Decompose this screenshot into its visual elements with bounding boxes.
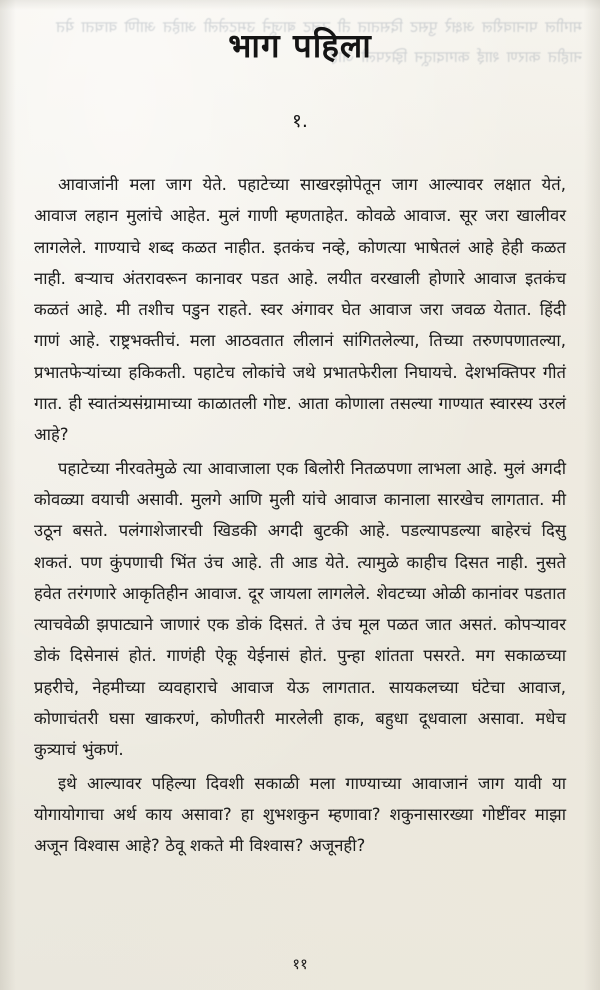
- section-number: १.: [292, 110, 308, 132]
- bleed-through-text: मागील पानावरील अक्षरे पुसट दिसतात ती उलट बाजूने उमटलेली आहेत आणि वाचता येत नाहीत कारण शाई कागदातून झिरपली आहे: [48, 18, 582, 66]
- paragraph: पहाटेच्या नीरवतेमुळे त्या आवाजाला एक बिलोरी नितळपणा लाभला आहे. मुलं अगदी कोवळ्या वयाची असावी. मुलगे आणि मुली यांचे आवाज कानाला सारखेच लागतात. मी उठून बसते. पलंगाशेजारची खिडकी अगदी बुटकी आहे. पडल्यापडल्या बाहेरचं दिसु शकतं. पण कुंपणाची भिंत उंच आहे. ती आड येते. त्यामुळे काहीच दिसत नाही. नुसते हवेत तरंगणारे आकृतिहीन आवाज. दूर जायला लागलेले. शेवटच्या ओळी कानांवर पडतात त्याचवेळी झपाट्याने जाणारं एक डोकं दिसतं. ते उंच मूल पळत जात असतं. कोपऱ्यावर डोकं दिसेनासं होतं. गाणंही ऐकू येईनासं होतं. पुन्हा शांतता पसरते. मग सकाळच्या प्रहरीचे, नेहमीच्या व्यवहाराचे आवाज येऊ लागतात. सायकलच्या घंटेचा आवाज, कोणाचंतरी घसा खाकरणं, कोणीतरी मारलेली हाक, बहुधा दूधवाला असावा. मधेच कुत्र्याचं भुंकणं.: [34, 458, 566, 760]
- paragraph: आवाजांनी मला जाग येते. पहाटेच्या साखरझोपेतून जाग आल्यावर लक्षात येतं, आवाज लहान मुलांचे आहेत. मुलं गाणी म्हणताहेत. कोवळे आवाज. सूर जरा खालीवर लागलेले. गाण्याचे शब्द कळत नाहीत. इतकंच नव्हे, कोणत्या भाषेतलं आहे हेही कळत नाही. बऱ्याच अंतरावरून कानावर पडत आहे. लयीत वरखाली होणारे आवाज इतकंच कळतं आहे. मी तशीच पडुन राहते. स्वर अंगावर घेत आवाज जरा जवळ येतात. हिंदी गाणं आहे. राष्ट्रभक्तीचं. मला आठवतात लीलानं सांगितलेल्या, तिच्या तरुणपणातल्या, प्रभातफेऱ्यांच्या हकिकती. पहाटेच लोकांचे जथे प्रभातफेरीला निघायचे. देशभक्तिपर गीतं गात. ही स्वातंत्र्यसंग्रामाच्या काळातली गोष्ट. आता कोणाला तसल्या गाण्यात स्वारस्य उरलं आहे?: [34, 175, 566, 445]
- page-number: ११: [292, 955, 308, 973]
- body-text: [34, 133, 566, 862]
- paragraph: इथे आल्यावर पहिल्या दिवशी सकाळी मला गाण्याच्या आवाजानं जाग यावी या योगायोगाचा अर्थ काय असावा? हा शुभशकुन म्हणावा? शकुनासारख्या गोष्टींवर माझा अजून विश्वास आहे? ठेवू शकते मी विश्वास? अजूनही?: [34, 773, 566, 856]
- page-title: भाग पहिला: [228, 26, 372, 65]
